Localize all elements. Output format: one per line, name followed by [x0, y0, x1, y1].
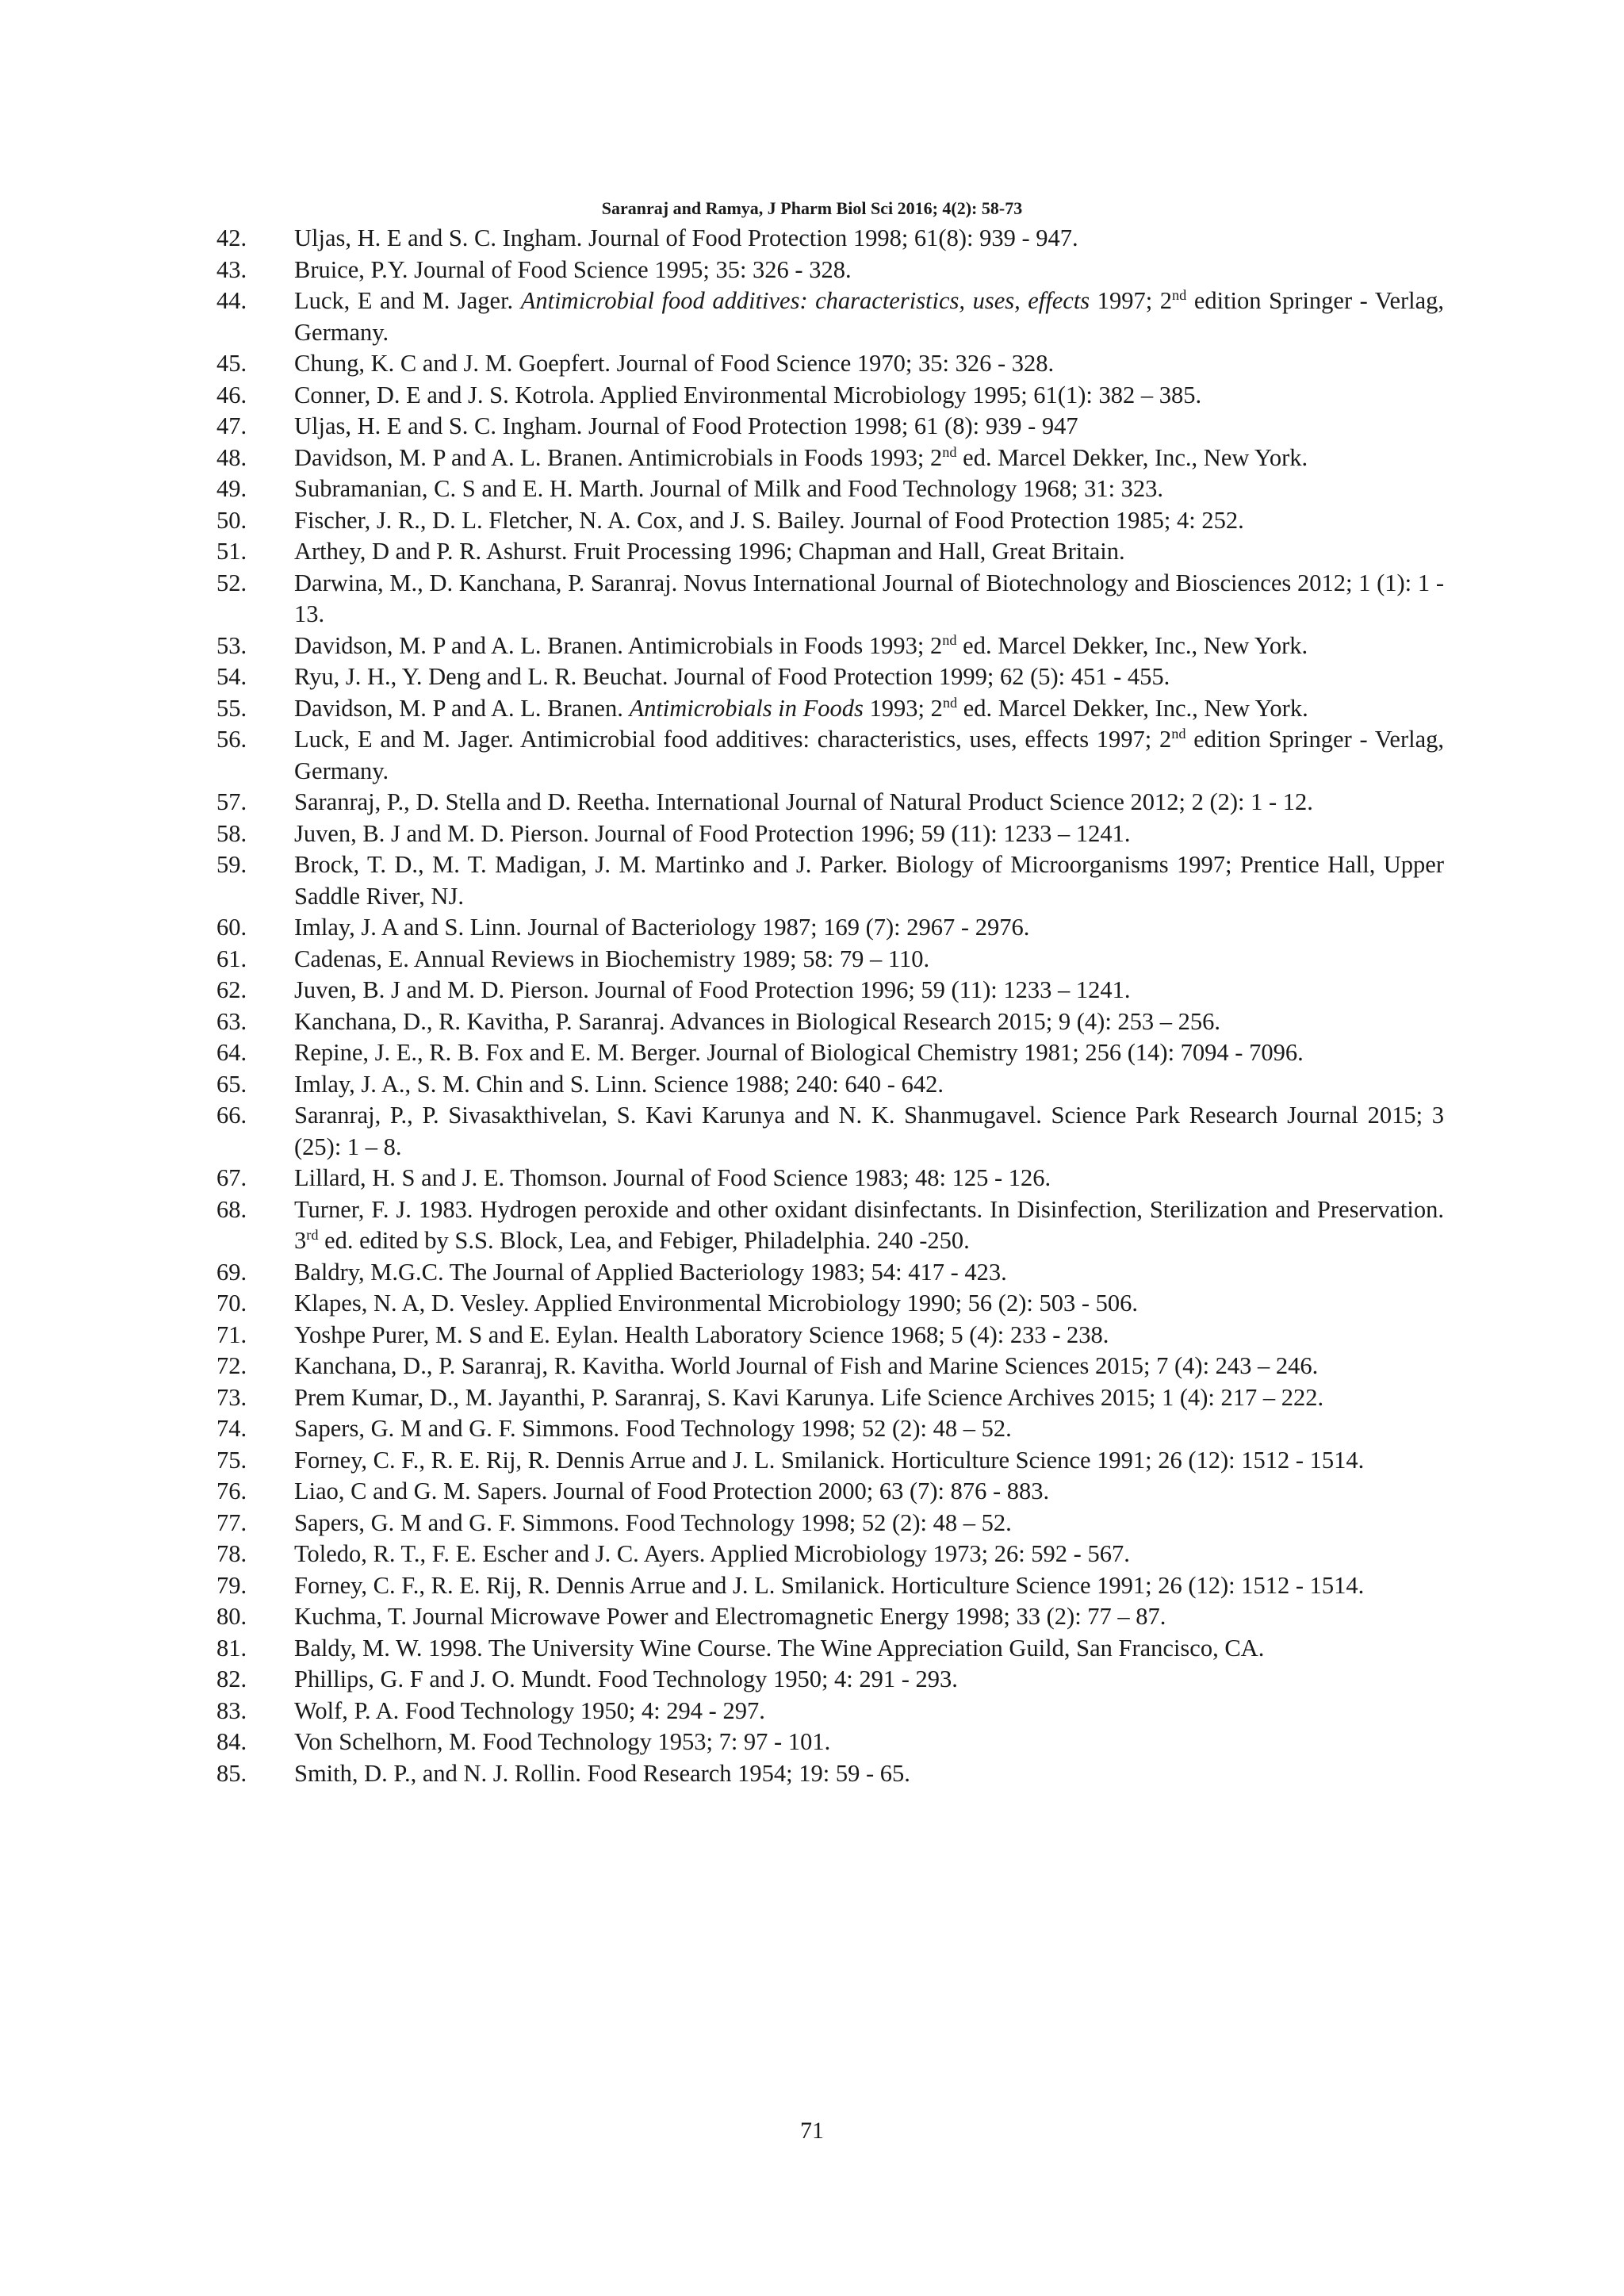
reference-text	[294, 1727, 1444, 1758]
reference-number: 83.	[216, 1696, 247, 1724]
reference-text	[294, 1382, 1444, 1414]
reference-text	[294, 1664, 1444, 1696]
reference-text-segment: Forney, C. F., R. E. Rij, R. Dennis Arrue and J. L. Smilanick. Horticulture Science 1991; 26 (12): 1512 - 1514.	[294, 1446, 1365, 1474]
reference-text-segment: Arthey, D and P. R. Ashurst. Fruit Processing 1996; Chapman and Hall, Great Britain.	[294, 538, 1125, 565]
reference-text	[294, 912, 1444, 944]
ordinal-superscript: nd	[942, 443, 957, 460]
reference-number: 85.	[216, 1759, 247, 1787]
reference-text-segment: Forney, C. F., R. E. Rij, R. Dennis Arrue and J. L. Smilanick. Horticulture Science 1991; 26 (12): 1512 - 1514.	[294, 1571, 1365, 1599]
reference-item	[216, 693, 1444, 725]
reference-text	[294, 411, 1444, 443]
reference-number: 63.	[216, 1007, 247, 1035]
page-number: 71	[800, 2118, 824, 2144]
reference-number: 61.	[216, 945, 247, 972]
reference-text-segment: ed. Marcel Dekker, Inc., New York.	[957, 694, 1308, 722]
reference-item	[216, 223, 1444, 255]
reference-text-segment: Davidson, M. P and A. L. Branen. Antimicrobials in Foods 1993; 2	[294, 631, 943, 659]
reference-text	[294, 1601, 1444, 1633]
reference-text-segment: Chung, K. C and J. M. Goepfert. Journal of Food Science 1970; 35: 326 - 328.	[294, 350, 1055, 377]
ordinal-superscript: nd	[1171, 725, 1186, 742]
reference-number: 74.	[216, 1415, 247, 1442]
reference-text-segment: Von Schelhorn, M. Food Technology 1953; 7: 97 - 101.	[294, 1728, 831, 1755]
reference-number: 81.	[216, 1634, 247, 1662]
reference-number: 66.	[216, 1102, 247, 1129]
reference-item	[216, 505, 1444, 537]
reference-item	[216, 1696, 1444, 1727]
reference-item	[216, 631, 1444, 662]
reference-text	[294, 380, 1444, 412]
reference-item	[216, 1288, 1444, 1320]
reference-text	[294, 631, 1444, 662]
reference-text	[294, 1539, 1444, 1570]
reference-number: 47.	[216, 412, 247, 439]
reference-text-segment: Turner, F. J. 1983. Hydrogen peroxide and other oxidant disinfectants. In Disinfection, Sterilization and Preservation. 3	[294, 1195, 1444, 1254]
reference-text-segment: Uljas, H. E and S. C. Ingham. Journal of Food Protection 1998; 61 (8): 939 - 947	[294, 412, 1078, 439]
reference-item	[216, 849, 1444, 912]
reference-item	[216, 1194, 1444, 1257]
reference-number: 62.	[216, 976, 247, 1003]
reference-text	[294, 1037, 1444, 1069]
reference-text-segment: ed. Marcel Dekker, Inc., New York.	[956, 631, 1308, 659]
reference-number: 60.	[216, 914, 247, 941]
reference-number: 75.	[216, 1446, 247, 1474]
reference-item	[216, 1508, 1444, 1539]
reference-number: 43.	[216, 255, 247, 283]
reference-item	[216, 1664, 1444, 1696]
reference-text-segment: ed. edited by S.S. Block, Lea, and Febiger, Philadelphia. 240 -250.	[318, 1227, 970, 1254]
reference-text	[294, 1069, 1444, 1101]
reference-text	[294, 1445, 1444, 1477]
reference-number: 56.	[216, 726, 247, 753]
reference-item	[216, 1006, 1444, 1038]
reference-text-segment: Prem Kumar, D., M. Jayanthi, P. Saranraj, S. Kavi Karunya. Life Science Archives 2015; 1 (4): 217 – 222.	[294, 1383, 1324, 1411]
reference-text-segment: Sapers, G. M and G. F. Simmons. Food Technology 1998; 52 (2): 48 – 52.	[294, 1508, 1012, 1536]
reference-item	[216, 1539, 1444, 1570]
reference-item	[216, 1163, 1444, 1194]
reference-number: 57.	[216, 788, 247, 815]
reference-item	[216, 568, 1444, 631]
reference-item	[216, 1257, 1444, 1289]
reference-item	[216, 1633, 1444, 1665]
reference-text	[294, 787, 1444, 818]
reference-item	[216, 1382, 1444, 1414]
reference-text	[294, 286, 1444, 348]
reference-number: 52.	[216, 569, 247, 596]
reference-text	[294, 223, 1444, 255]
reference-number: 55.	[216, 694, 247, 722]
reference-number: 84.	[216, 1728, 247, 1755]
reference-number: 64.	[216, 1039, 247, 1066]
reference-text	[294, 1633, 1444, 1665]
reference-item	[216, 286, 1444, 348]
reference-text	[294, 1320, 1444, 1351]
reference-number: 53.	[216, 631, 247, 659]
reference-list	[216, 223, 1444, 1789]
ordinal-superscript: nd	[942, 631, 957, 648]
reference-number: 71.	[216, 1320, 247, 1348]
reference-title-italic: Antimicrobials in Foods	[629, 694, 864, 722]
reference-number: 73.	[216, 1383, 247, 1411]
reference-text-segment: Imlay, J. A., S. M. Chin and S. Linn. Science 1988; 240: 640 - 642.	[294, 1070, 944, 1098]
running-header: Saranraj and Ramya, J Pharm Biol Sci 2016; 4(2): 58-73	[601, 198, 1023, 218]
reference-text-segment: Darwina, M., D. Kanchana, P. Saranraj. Novus International Journal of Biotechnology and Biosciences 2012; 1 (1): 1 - 13.	[294, 569, 1444, 627]
reference-item	[216, 1476, 1444, 1508]
reference-item	[216, 1320, 1444, 1351]
reference-text-segment: Kuchma, T. Journal Microwave Power and Electromagnetic Energy 1998; 33 (2): 77 – 87.	[294, 1603, 1166, 1630]
reference-text	[294, 693, 1444, 725]
reference-number: 68.	[216, 1195, 247, 1223]
ordinal-superscript: nd	[942, 694, 958, 711]
reference-text	[294, 443, 1444, 474]
reference-item	[216, 912, 1444, 944]
reference-text-segment: ed. Marcel Dekker, Inc., New York.	[956, 443, 1308, 471]
reference-item	[216, 1445, 1444, 1477]
reference-number: 78.	[216, 1540, 247, 1567]
reference-number: 69.	[216, 1258, 247, 1286]
reference-text-segment: 1997; 2	[1090, 287, 1172, 314]
reference-text-segment: Wolf, P. A. Food Technology 1950; 4: 294 - 297.	[294, 1696, 765, 1724]
reference-text-segment: edition Springer - Verlag, Germany.	[294, 726, 1445, 784]
reference-text-segment: Smith, D. P., and N. J. Rollin. Food Research 1954; 19: 59 - 65.	[294, 1759, 910, 1787]
reference-text	[294, 1194, 1444, 1257]
reference-text-segment: Toledo, R. T., F. E. Escher and J. C. Ayers. Applied Microbiology 1973; 26: 592 - 567.	[294, 1540, 1130, 1567]
reference-item	[216, 1413, 1444, 1445]
reference-number: 42.	[216, 224, 247, 251]
reference-text	[294, 818, 1444, 850]
reference-text	[294, 661, 1444, 693]
reference-number: 65.	[216, 1070, 247, 1098]
reference-number: 72.	[216, 1352, 247, 1379]
reference-text	[294, 1163, 1444, 1194]
reference-item	[216, 1351, 1444, 1382]
reference-item	[216, 787, 1444, 818]
reference-text-segment: Kanchana, D., R. Kavitha, P. Saranraj. Advances in Biological Research 2015; 9 (4): 253 – 256.	[294, 1007, 1221, 1035]
reference-number: 59.	[216, 851, 247, 878]
reference-text	[294, 849, 1444, 912]
reference-text-segment: Cadenas, E. Annual Reviews in Biochemistry 1989; 58: 79 – 110.	[294, 945, 930, 972]
reference-item	[216, 1727, 1444, 1758]
reference-number: 48.	[216, 443, 247, 471]
reference-number: 70.	[216, 1290, 247, 1317]
reference-text	[294, 473, 1444, 505]
reference-text-segment: Saranraj, P., D. Stella and D. Reetha. International Journal of Natural Product Science 2012; 2 (2): 1 - 12.	[294, 788, 1313, 815]
reference-text	[294, 724, 1444, 787]
reference-title-italic: Antimicrobial food additives: characteristics, uses, effects	[520, 287, 1090, 314]
reference-text-segment: Luck, E and M. Jager.	[294, 287, 521, 314]
reference-number: 77.	[216, 1508, 247, 1536]
reference-number: 54.	[216, 663, 247, 690]
reference-item	[216, 724, 1444, 787]
reference-text	[294, 348, 1444, 380]
reference-text-segment: Lillard, H. S and J. E. Thomson. Journal of Food Science 1983; 48: 125 - 126.	[294, 1164, 1051, 1191]
reference-text	[294, 536, 1444, 568]
reference-text-segment: Sapers, G. M and G. F. Simmons. Food Technology 1998; 52 (2): 48 – 52.	[294, 1415, 1012, 1442]
ordinal-superscript: nd	[1172, 286, 1187, 303]
reference-text	[294, 1570, 1444, 1602]
reference-text	[294, 944, 1444, 976]
reference-item	[216, 1601, 1444, 1633]
reference-number: 44.	[216, 287, 247, 314]
reference-text-segment: Kanchana, D., P. Saranraj, R. Kavitha. World Journal of Fish and Marine Sciences 2015; 7 (4): 243 – 246.	[294, 1352, 1319, 1379]
reference-number: 50.	[216, 506, 247, 534]
reference-text-segment: Baldy, M. W. 1998. The University Wine Course. The Wine Appreciation Guild, San Francisco, CA.	[294, 1634, 1265, 1662]
reference-text	[294, 1758, 1444, 1790]
reference-text-segment: Imlay, J. A and S. Linn. Journal of Bacteriology 1987; 169 (7): 2967 - 2976.	[294, 914, 1030, 941]
reference-item	[216, 1037, 1444, 1069]
reference-text-segment: Subramanian, C. S and E. H. Marth. Journal of Milk and Food Technology 1968; 31: 323.	[294, 475, 1164, 502]
reference-text-segment: Conner, D. E and J. S. Kotrola. Applied Environmental Microbiology 1995; 61(1): 382 – 385.	[294, 381, 1202, 408]
reference-number: 45.	[216, 350, 247, 377]
reference-item	[216, 944, 1444, 976]
reference-number: 49.	[216, 475, 247, 502]
reference-text	[294, 1508, 1444, 1539]
reference-number: 79.	[216, 1571, 247, 1599]
reference-text	[294, 1696, 1444, 1727]
reference-text-segment: Luck, E and M. Jager. Antimicrobial food additives: characteristics, uses, effects 1997; 2	[294, 726, 1172, 753]
reference-text-segment: Ryu, J. H., Y. Deng and L. R. Beuchat. Journal of Food Protection 1999; 62 (5): 451 - 455.	[294, 663, 1170, 690]
reference-item	[216, 443, 1444, 474]
reference-number: 58.	[216, 819, 247, 847]
reference-text	[294, 505, 1444, 537]
reference-item	[216, 1069, 1444, 1101]
reference-text-segment: Liao, C and G. M. Sapers. Journal of Food Protection 2000; 63 (7): 876 - 883.	[294, 1478, 1050, 1504]
reference-item	[216, 380, 1444, 412]
reference-text	[294, 1476, 1444, 1508]
reference-item	[216, 536, 1444, 568]
reference-text	[294, 1257, 1444, 1289]
reference-item	[216, 818, 1444, 850]
reference-number: 82.	[216, 1665, 247, 1692]
reference-text	[294, 1413, 1444, 1445]
reference-item	[216, 661, 1444, 693]
reference-text-segment: Juven, B. J and M. D. Pierson. Journal of Food Protection 1996; 59 (11): 1233 – 1241.	[294, 819, 1131, 847]
reference-item	[216, 348, 1444, 380]
reference-text-segment: Yoshpe Purer, M. S and E. Eylan. Health Laboratory Science 1968; 5 (4): 233 - 238.	[294, 1320, 1109, 1348]
reference-text-segment: Fischer, J. R., D. L. Fletcher, N. A. Cox, and J. S. Bailey. Journal of Food Protection 1985; 4: 252.	[294, 506, 1244, 534]
reference-text-segment: Phillips, G. F and J. O. Mundt. Food Technology 1950; 4: 291 - 293.	[294, 1665, 958, 1692]
reference-item	[216, 975, 1444, 1006]
reference-text-segment: Bruice, P.Y. Journal of Food Science 1995; 35: 326 - 328.	[294, 255, 852, 283]
reference-item	[216, 255, 1444, 286]
reference-number: 76.	[216, 1478, 247, 1504]
reference-text-segment: Baldry, M.G.C. The Journal of Applied Bacteriology 1983; 54: 417 - 423.	[294, 1258, 1007, 1286]
reference-text	[294, 568, 1444, 631]
reference-number: 51.	[216, 538, 247, 565]
reference-item	[216, 1100, 1444, 1163]
reference-number: 46.	[216, 381, 247, 408]
reference-text-segment: Klapes, N. A, D. Vesley. Applied Environmental Microbiology 1990; 56 (2): 503 - 506.	[294, 1290, 1138, 1317]
reference-text-segment: Davidson, M. P and A. L. Branen.	[294, 694, 630, 722]
reference-text	[294, 1006, 1444, 1038]
reference-text-segment: Saranraj, P., P. Sivasakthivelan, S. Kavi Karunya and N. K. Shanmugavel. Science Park Research Journal 2015; 3 (25): 1 – 8.	[294, 1102, 1444, 1160]
reference-item	[216, 411, 1444, 443]
reference-text-segment: Brock, T. D., M. T. Madigan, J. M. Martinko and J. Parker. Biology of Microorganisms 1997; Prentice Hall, Upper Saddle River, NJ.	[294, 851, 1444, 910]
reference-text	[294, 1351, 1444, 1382]
reference-text	[294, 1288, 1444, 1320]
reference-number: 67.	[216, 1164, 247, 1191]
reference-text	[294, 975, 1444, 1006]
reference-number: 80.	[216, 1603, 247, 1630]
reference-text	[294, 1100, 1444, 1163]
reference-text-segment: Davidson, M. P and A. L. Branen. Antimicrobials in Foods 1993; 2	[294, 443, 943, 471]
reference-text-segment: Repine, J. E., R. B. Fox and E. M. Berger. Journal of Biological Chemistry 1981; 256 (14): 7094 - 7096.	[294, 1039, 1304, 1066]
reference-text	[294, 255, 1444, 286]
reference-text-segment: Juven, B. J and M. D. Pierson. Journal of Food Protection 1996; 59 (11): 1233 – 1241.	[294, 976, 1131, 1003]
reference-text-segment: 1993; 2	[863, 694, 943, 722]
reference-item	[216, 1570, 1444, 1602]
reference-item	[216, 473, 1444, 505]
ordinal-superscript: rd	[306, 1226, 319, 1243]
reference-item	[216, 1758, 1444, 1790]
reference-text-segment: edition Springer - Verlag, Germany.	[294, 287, 1445, 346]
reference-text-segment: Uljas, H. E and S. C. Ingham. Journal of Food Protection 1998; 61(8): 939 - 947.	[294, 224, 1078, 251]
